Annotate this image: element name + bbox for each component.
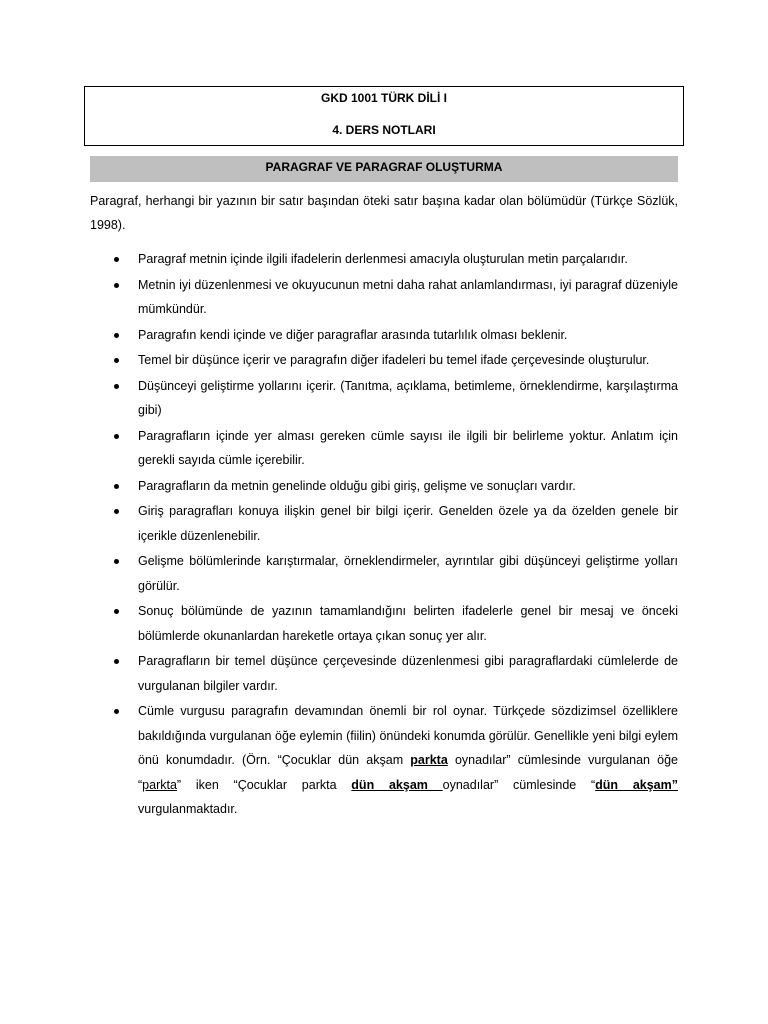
lecture-notes-title: 4. DERS NOTLARI (332, 123, 436, 137)
bullet-icon (114, 659, 119, 664)
list-item: Metnin iyi düzenlenmesi ve okuyucunun metni daha rahat anlamlandırması, iyi paragraf düzeniyle mümkündür. (90, 273, 678, 322)
list-item-sentence-stress: Cümle vurgusu paragrafın devamından önemli bir rol oynar. Türkçede sözdizimsel özelliklere bakıldığında vurgulanan öğe eylemin (fiilin) önündeki konumda görülür. Genellikle yeni bilgi eylem önü konumdadır. (Örn. “Çocuklar dün akşam parkta oynadılar” cümlesinde vurgulanan öğe “parkta” iken “Çocuklar parkta dün akşam oynadılar” cümlesinde “dün akşam” vurgulanmaktadır. (90, 699, 678, 822)
bullet-icon (114, 559, 119, 564)
course-title: GKD 1001 TÜRK DİLİ I (320, 91, 448, 105)
bullet-icon (114, 484, 119, 489)
bullet-icon (114, 283, 119, 288)
bullet-list (90, 247, 678, 823)
bullet-icon (114, 358, 119, 363)
intro-paragraph: Paragraf, herhangi bir yazının bir satır başından öteki satır başına kadar olan bölümüdür (Türkçe Sözlük, 1998). (90, 194, 678, 232)
list-item: Paragrafların içinde yer alması gereken cümle sayısı ile ilgili bir belirleme yoktur. Anlatım için gerekli sayıda cümle içerebilir. (90, 424, 678, 473)
list-item: Sonuç bölümünde de yazının tamamlandığını belirten ifadelerle genel bir mesaj ve önceki bölümlerde okunanlardan hareketle ortaya çıkan sonuç yer alır. (90, 599, 678, 648)
underlined-parkta: parkta (142, 777, 177, 792)
section-title: PARAGRAF VE PARAGRAF OLUŞTURMA (90, 156, 678, 182)
list-item: Paragrafların bir temel düşünce çerçevesinde düzenlenmesi gibi paragraflardaki cümlelerde de vurgulanan bilgiler vardır. (90, 649, 678, 698)
list-item: Giriş paragrafları konuya ilişkin genel bir bilgi içerir. Genelden özele ya da özelden genele bir içerikle düzenlenebilir. (90, 499, 678, 548)
bullet-icon (114, 257, 119, 262)
bullet-icon (114, 509, 119, 514)
bullet-icon (114, 609, 119, 614)
emphasis-parkta: parkta (410, 753, 448, 767)
list-item: Düşünceyi geliştirme yollarını içerir. (Tanıtma, açıklama, betimleme, örneklendirme, karşılaştırma gibi) (90, 374, 678, 423)
bullet-icon (114, 333, 119, 338)
emphasis-dun-aksam-quoted: dün akşam” (595, 777, 678, 792)
list-item: Paragrafların da metnin genelinde olduğu gibi giriş, gelişme ve sonuçları vardır. (90, 474, 678, 499)
list-item: Temel bir düşünce içerir ve paragrafın diğer ifadeleri bu temel ifade çerçevesinde oluşturulur. (90, 348, 678, 373)
bullet-icon (114, 709, 119, 714)
emphasis-dun-aksam: dün akşam (351, 777, 443, 792)
list-item: Paragrafın kendi içinde ve diğer paragraflar arasında tutarlılık olması beklenir. (90, 323, 678, 348)
list-item: Gelişme bölümlerinde karıştırmalar, örneklendirmeler, ayrıntılar gibi düşünceyi geliştirme yolları görülür. (90, 549, 678, 598)
list-item: Paragraf metnin içinde ilgili ifadelerin derlenmesi amacıyla oluşturulan metin parçalarıdır. (90, 247, 678, 272)
bullet-icon (114, 434, 119, 439)
bullet-icon (114, 384, 119, 389)
header-box (84, 86, 684, 146)
